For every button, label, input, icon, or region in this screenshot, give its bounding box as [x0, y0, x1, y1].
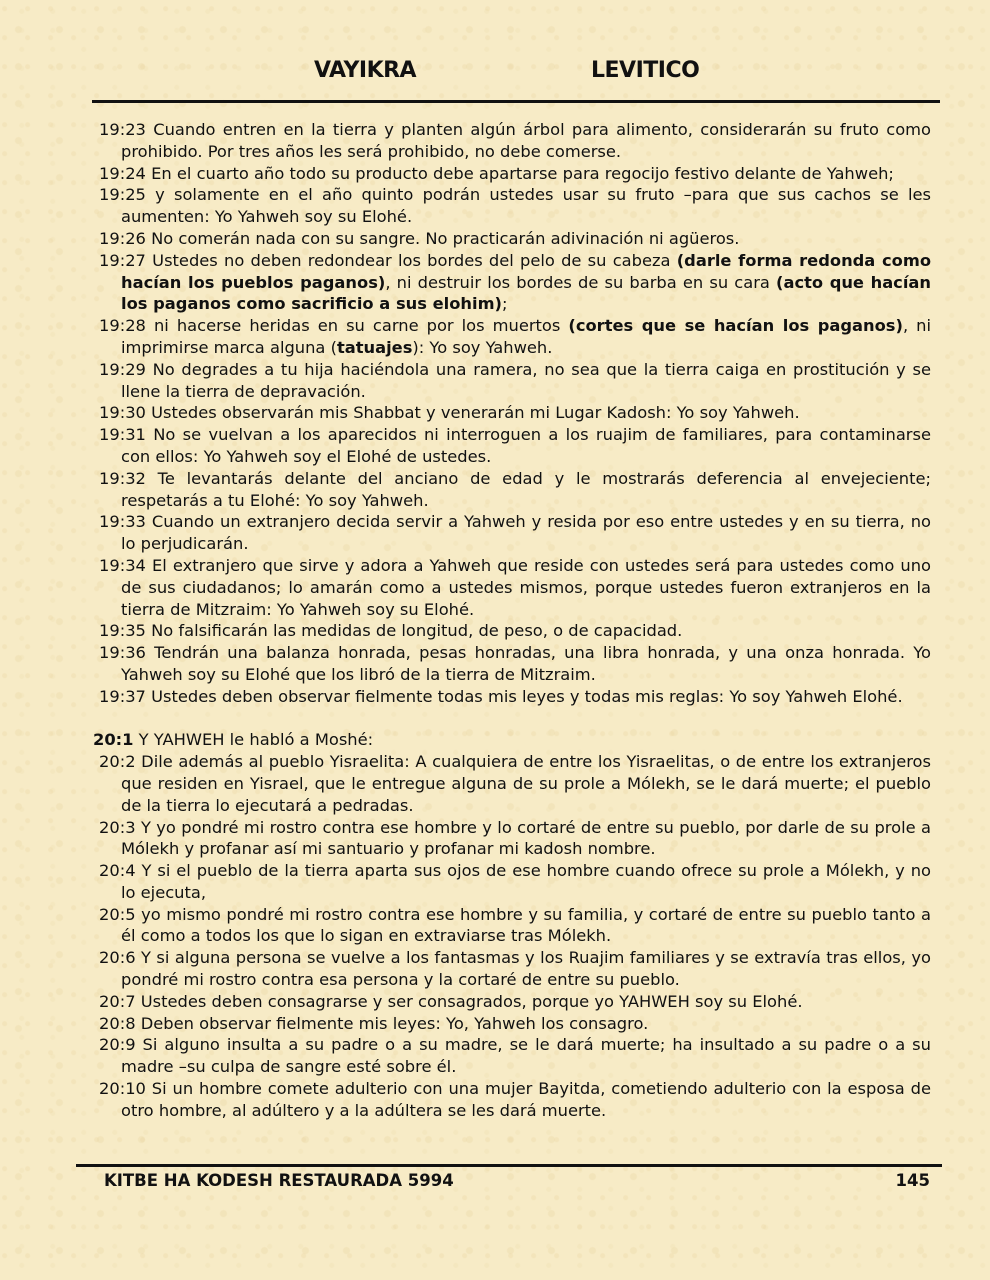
bold-note: (acto que hacían los paganos como sacrificio a sus elohim): [121, 272, 931, 314]
page-number: 145: [895, 1171, 930, 1190]
chapter-20-heading-verse: 20:1 Y YAHWEH le habló a Moshé:: [93, 730, 374, 750]
verse-19-37: 19:37 Ustedes deben observar fielmente todas mis leyes y todas mis reglas: Yo soy Yahweh Elohé.: [99, 686, 903, 706]
bold-note: (darle forma redonda como hacían los pueblos paganos): [121, 250, 932, 292]
verse-19-26: 19:26 No comerán nada con su sangre. No practicarán adivinación ni agüeros.: [99, 228, 740, 248]
footer-book-title: KITBE HA KODESH RESTAURADA 5994: [104, 1171, 454, 1190]
verse-19-23: 19:23 Cuando entren en la tierra y planten algún árbol para alimento, considerarán su fruto como prohibido. Por tres años les será prohibido, no debe comerse.: [99, 120, 931, 161]
verse-19-30: 19:30 Ustedes observarán mis Shabbat y venerarán mi Lugar Kadosh: Yo soy Yahweh.: [99, 403, 800, 423]
bold-note: tatuajes: [336, 337, 413, 357]
verse-19-28: 19:28 ni hacerse heridas en su carne por los muertos (cortes que se hacían los paganos), ni imprimirse marca alguna (tatuajes): Yo soy Yahweh.: [99, 316, 931, 357]
verse-19-25: 19:25 y solamente en el año quinto podrán ustedes usar su fruto –para que sus cachos se les aumenten: Yo Yahweh soy su Elohé.: [99, 185, 931, 227]
verse-19-27: 19:27 Ustedes no deben redondear los bordes del pelo de su cabeza (darle forma redonda como hacían los pueblos paganos), ni destruir los bordes de su barba en su cara (acto que hacían los paganos como sacrificio a sus elohim);: [99, 250, 932, 314]
verse-20-10: 20:10 Si un hombre comete adulterio con una mujer Bayitda, cometiendo adulterio con la esposa de otro hombre, al adúltero y a la adúltera se les dará muerte.: [99, 1079, 931, 1120]
verse-19-34: 19:34 El extranjero que sirve y adora a Yahweh que reside con ustedes será para ustedes como uno de sus ciudadanos; lo amarán como a ustedes mismos, porque ustedes fueron extranjeros en la tierra de Mitzraim: Yo Yahweh soy su Elohé.: [99, 555, 931, 619]
verse-19-31: 19:31 No se vuelvan a los aparecidos ni interroguen a los ruajim de familiares, para contaminarse con ellos: Yo Yahweh soy el Elohé de ustedes.: [99, 425, 931, 466]
verse-20-9: 20:9 Si alguno insulta a su padre o a su madre, se le dará muerte; ha insultado a su padre o a su madre –su culpa de sangre esté sobre él.: [99, 1035, 931, 1077]
page-footer: [104, 1171, 930, 1195]
header-rule: [92, 100, 940, 103]
verse-20-8: 20:8 Deben observar fielmente mis leyes: Yo, Yahweh los consagro.: [99, 1013, 649, 1033]
header-book-spanish: LEVITICO: [591, 58, 700, 83]
page-body: [93, 119, 932, 1122]
verse-19-32: 19:32 Te levantarás delante del anciano de edad y le mostrarás deferencia al envejeciente; respetarás a tu Elohé: Yo soy Yahweh.: [99, 468, 931, 510]
verse-19-29: 19:29 No degrades a tu hija haciéndola una ramera, no sea que la tierra caiga en prostitución y se llene la tierra de depravación.: [99, 359, 931, 401]
footer-rule: [76, 1164, 942, 1167]
verse-20-3: 20:3 Y yo pondré mi rostro contra ese hombre y lo cortaré de entre su pueblo, por darle de su prole a Mólekh y profanar así mi santuario y profanar mi kadosh nombre.: [99, 817, 931, 859]
verse-20-6: 20:6 Y si alguna persona se vuelve a los fantasmas y los Ruajim familiares y se extravía tras ellos, yo pondré mi rostro contra esa persona y la cortaré de entre su pueblo.: [99, 948, 931, 990]
bold-note: (cortes que se hacían los paganos): [568, 316, 903, 336]
page-header: [0, 58, 990, 90]
verse-20-7: 20:7 Ustedes deben consagrarse y ser consagrados, porque yo YAHWEH soy su Elohé.: [99, 991, 803, 1011]
verse-20-2: 20:2 Dile además al pueblo Yisraelita: A cualquiera de entre los Yisraelitas, o de entre los extranjeros que residen en Yisrael, que le entregue alguna de su prole a Mólekh, se le dará muerte; el pueblo de la tierra lo ejecutará a pedradas.: [99, 752, 931, 815]
verse-20-4: 20:4 Y si el pueblo de la tierra aparta sus ojos de ese hombre cuando ofrece su prole a Mólekh, y no lo ejecuta,: [99, 861, 931, 902]
chapter-verse-number: 20:1: [93, 730, 134, 750]
verse-19-33: 19:33 Cuando un extranjero decida servir a Yahweh y resida por eso entre ustedes y en su tierra, no lo perjudicarán.: [99, 512, 931, 554]
verse-19-35: 19:35 No falsificarán las medidas de longitud, de peso, o de capacidad.: [99, 621, 683, 641]
verse-19-24: 19:24 En el cuarto año todo su producto debe apartarse para regocijo festivo delante de Yahweh;: [99, 163, 894, 183]
verse-19-36: 19:36 Tendrán una balanza honrada, pesas honradas, una libra honrada, y una onza honrada. Yo Yahweh soy su Elohé que los libró de la tierra de Mitzraim.: [99, 643, 931, 684]
verse-20-5: 20:5 yo mismo pondré mi rostro contra ese hombre y su familia, y cortaré de entre su pueblo tanto a él como a todos los que lo sigan en extraviarse tras Mólekh.: [99, 904, 931, 946]
header-book-hebrew: VAYIKRA: [314, 58, 417, 83]
